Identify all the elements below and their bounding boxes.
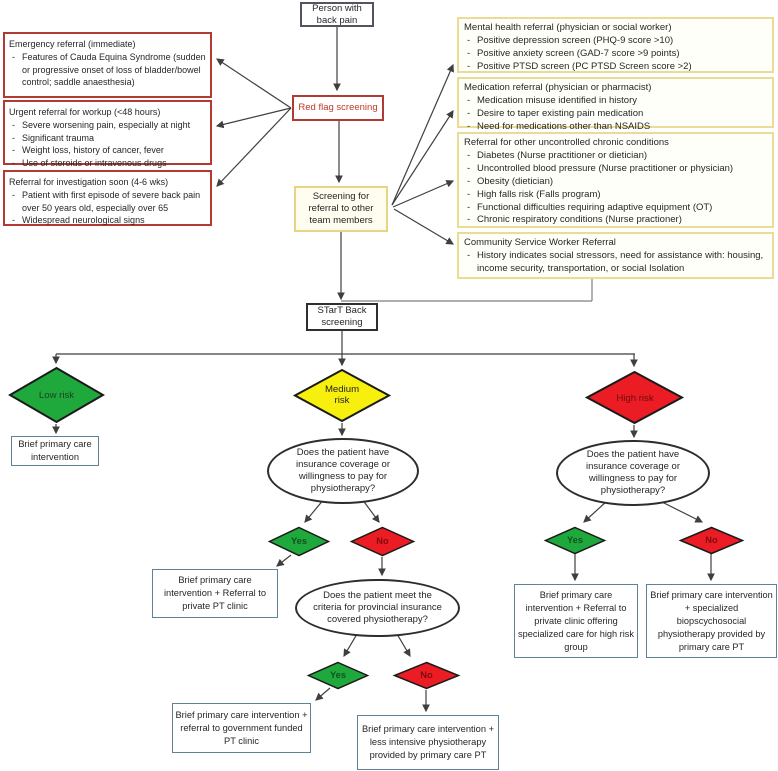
- high-no-label: No: [705, 535, 718, 545]
- referral-item: - Severe worsening pain, especially at night: [9, 119, 206, 132]
- high-yes-outcome-box: [514, 584, 638, 658]
- high-yes-diamond: [544, 526, 606, 555]
- chronic-conditions-title: Referral for other uncontrolled chronic conditions: [464, 137, 669, 148]
- mental-health-referral-box: [457, 17, 774, 73]
- medium-no-diamond: [350, 526, 415, 557]
- community-service-items: [464, 250, 767, 276]
- red-flag-screening-node: [292, 95, 384, 121]
- medication-referral-title: Medication referral (physician or pharmacist): [464, 82, 652, 93]
- team-screening-label: Screening for referral to other team members: [308, 191, 374, 226]
- insurance-question-high: [556, 440, 710, 506]
- provincial-yes-outcome-box: [172, 703, 311, 753]
- provincial-no-outcome-label: Brief primary care intervention + less intensive physiotherapy provided by primary care PT: [361, 724, 495, 760]
- referral-item: - Diabetes (Nurse practitioner or dietician): [464, 150, 767, 163]
- referral-item: - Uncontrolled blood pressure (Nurse practitioner or physician): [464, 163, 767, 176]
- high-no-outcome-label: Brief primary care intervention + specialized biopscychosocial physiotherapy provided by primary care PT: [650, 589, 773, 652]
- insurance-question-medium-label: Does the patient have insurance coverage or willingness to pay for physiotherapy?: [296, 447, 390, 494]
- medium-risk-label: Medium risk: [324, 384, 360, 406]
- referral-item: - Medication misuse identified in history: [464, 95, 767, 108]
- high-risk-label: High risk: [616, 392, 654, 404]
- medium-no-label: No: [376, 536, 389, 546]
- medium-yes-label: Yes: [290, 536, 308, 546]
- provincial-no-outcome-box: [357, 715, 499, 770]
- referral-item: - Positive PTSD screen (PC PTSD Screen score >2): [464, 61, 767, 74]
- provincial-no-diamond: [393, 661, 460, 690]
- investigation-referral-items: [9, 189, 206, 227]
- emergency-referral-items: [9, 51, 206, 89]
- referral-item: - Positive anxiety screen (GAD-7 score >9 points): [464, 48, 767, 61]
- referral-item: - Chronic respiratory conditions (Nurse practioner): [464, 214, 767, 227]
- provincial-yes-diamond: [307, 661, 369, 690]
- medium-yes-diamond: [268, 526, 330, 557]
- referral-item: - Weight loss, history of cancer, fever: [9, 144, 206, 157]
- mental-health-items: [464, 35, 767, 74]
- referral-item: - Desire to taper existing pain medication: [464, 108, 767, 121]
- mental-health-title: Mental health referral (physician or social worker): [464, 22, 672, 33]
- insurance-question-high-label: Does the patient have insurance coverage or willingness to pay for physiotherapy?: [586, 449, 680, 496]
- emergency-referral-box: [3, 32, 212, 98]
- medication-referral-items: [464, 95, 767, 134]
- provincial-yes-outcome-label: Brief primary care intervention + referral to government funded PT clinic: [175, 709, 308, 746]
- community-service-referral-box: [457, 232, 774, 279]
- provincial-question-label: Does the patient meet the criteria for provincial insurance covered physiotherapy?: [313, 590, 442, 625]
- investigation-referral-box: [3, 170, 212, 226]
- referral-item: - Functional difficulties requiring adaptive equipment (OT): [464, 202, 767, 215]
- medication-referral-box: [457, 77, 774, 132]
- high-no-diamond: [679, 526, 744, 555]
- start-back-label: STarT Back screening: [317, 305, 367, 328]
- emergency-referral-title: Emergency referral (immediate): [9, 39, 136, 49]
- medium-risk-diamond: [293, 368, 391, 423]
- referral-item: - Need for medications other than NSAIDS: [464, 121, 767, 134]
- provincial-question: [295, 579, 460, 637]
- start-back-screening-node: [306, 303, 378, 331]
- high-yes-outcome-label: Brief primary care intervention + Referral to private clinic offering specialized care for high risk group: [518, 589, 634, 652]
- investigation-referral-title: Referral for investigation soon (4-6 wks): [9, 177, 169, 187]
- referral-item: - Widespread neurological signs: [9, 214, 206, 227]
- urgent-referral-title: Urgent referral for workup (<48 hours): [9, 107, 161, 117]
- red-flag-label: Red flag screening: [298, 102, 378, 113]
- provincial-no-label: No: [420, 670, 433, 680]
- referral-item: - History indicates social stressors, need for assistance with: housing, income security, transportation, or social Isolation: [464, 250, 767, 276]
- referral-item: - Use of steroids or intravenous drugs: [9, 157, 206, 170]
- team-screening-node: [294, 186, 388, 232]
- low-risk-diamond: [8, 366, 105, 424]
- low-risk-outcome-label: Brief primary care intervention: [18, 439, 92, 462]
- high-no-outcome-box: [646, 584, 777, 658]
- referral-item: - Positive depression screen (PHQ-9 score >10): [464, 35, 767, 48]
- urgent-referral-box: [3, 100, 212, 169]
- low-risk-outcome-box: [11, 436, 99, 466]
- referral-item: - Obesity (dietician): [464, 176, 767, 189]
- community-service-title: Community Service Worker Referral: [464, 237, 616, 248]
- referral-item: - Features of Cauda Equina Syndrome (sudden or progressive onset of loss of bladder/bowel control; saddle anaesthesia): [9, 51, 206, 89]
- medium-yes-outcome-label: Brief primary care intervention + Referral to private PT clinic: [163, 575, 267, 611]
- provincial-yes-label: Yes: [329, 670, 347, 680]
- high-yes-label: Yes: [566, 535, 584, 545]
- urgent-referral-items: [9, 119, 206, 170]
- referral-item: - Patient with first episode of severe back pain over 50 years old, especially over 65: [9, 189, 206, 215]
- high-risk-diamond: [585, 370, 684, 425]
- low-risk-label: Low risk: [38, 389, 75, 401]
- person-with-back-pain-node: [300, 2, 374, 27]
- insurance-question-medium: [267, 438, 419, 504]
- medium-yes-outcome-box: [152, 569, 278, 618]
- chronic-conditions-items: [464, 150, 767, 227]
- person-node-label: Person with back pain: [312, 2, 362, 26]
- chronic-conditions-referral-box: [457, 132, 774, 228]
- referral-item: - High falls risk (Falls program): [464, 189, 767, 202]
- referral-item: - Significant trauma: [9, 132, 206, 145]
